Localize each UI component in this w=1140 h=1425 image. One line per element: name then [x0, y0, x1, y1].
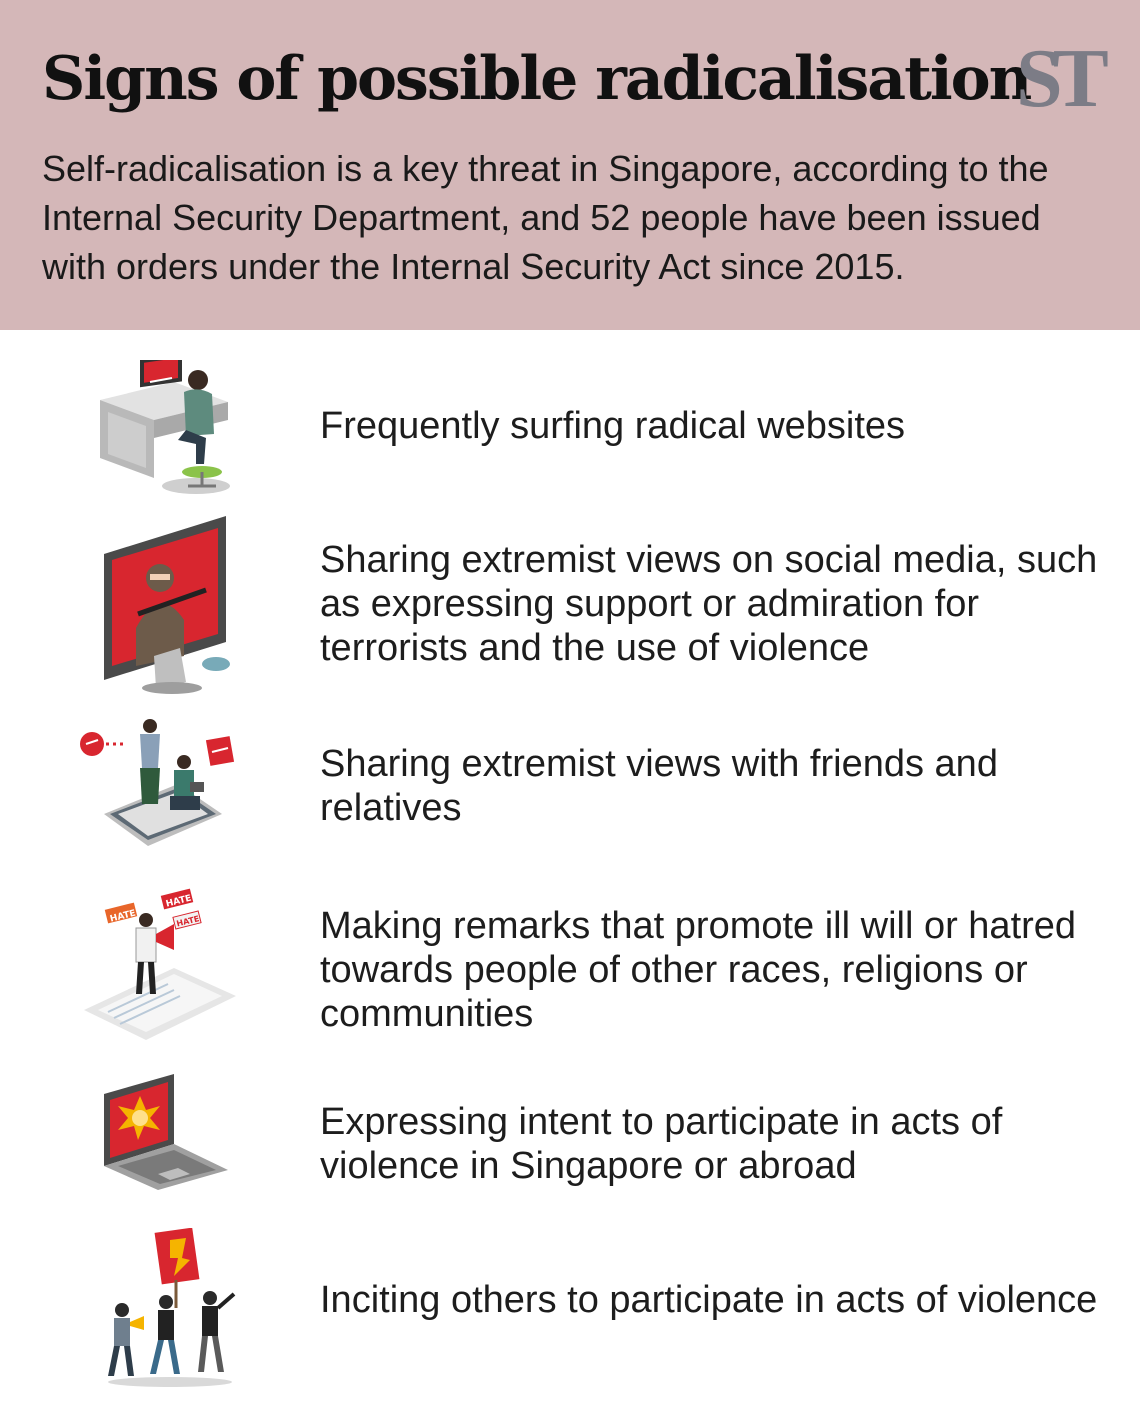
hate-megaphone-icon [78, 884, 248, 1046]
sign-text: Making remarks that promote ill will or hatred towards people of other races, religions or communities [320, 905, 1077, 1035]
page-title: Signs of possible radicalisation [42, 44, 1031, 114]
inciting-crowd-icon [78, 1228, 248, 1390]
hate-sign-text: HATE [175, 914, 201, 929]
sign-text: Expressing intent to participate in acts of violence in Singapore or abroad [320, 1101, 1003, 1187]
hate-sign-text: HATE [164, 893, 193, 910]
hate-sign-text: HATE [109, 908, 137, 925]
page-subtitle: Self-radicalisation is a key threat in Singapore, according to the Internal Security Department, and 52 people have been issued with orders under the Internal Security Act since 2015. [42, 148, 1049, 287]
sign-text: Inciting others to participate in acts of violence [320, 1279, 1098, 1321]
header-banner [0, 0, 1140, 330]
sign-text: Sharing extremist views on social media, such as expressing support or admiration for terrorists and the use of violence [320, 539, 1098, 669]
people-sharing-phone-icon [78, 718, 248, 858]
person-at-computer-icon [78, 360, 248, 500]
sign-text: Frequently surfing radical websites [320, 405, 906, 447]
extremist-monitor-icon [78, 516, 248, 694]
st-logo: ST [1016, 32, 1099, 125]
sign-text: Sharing extremist views with friends and relatives [320, 743, 998, 829]
explosion-laptop-icon [78, 1074, 248, 1190]
